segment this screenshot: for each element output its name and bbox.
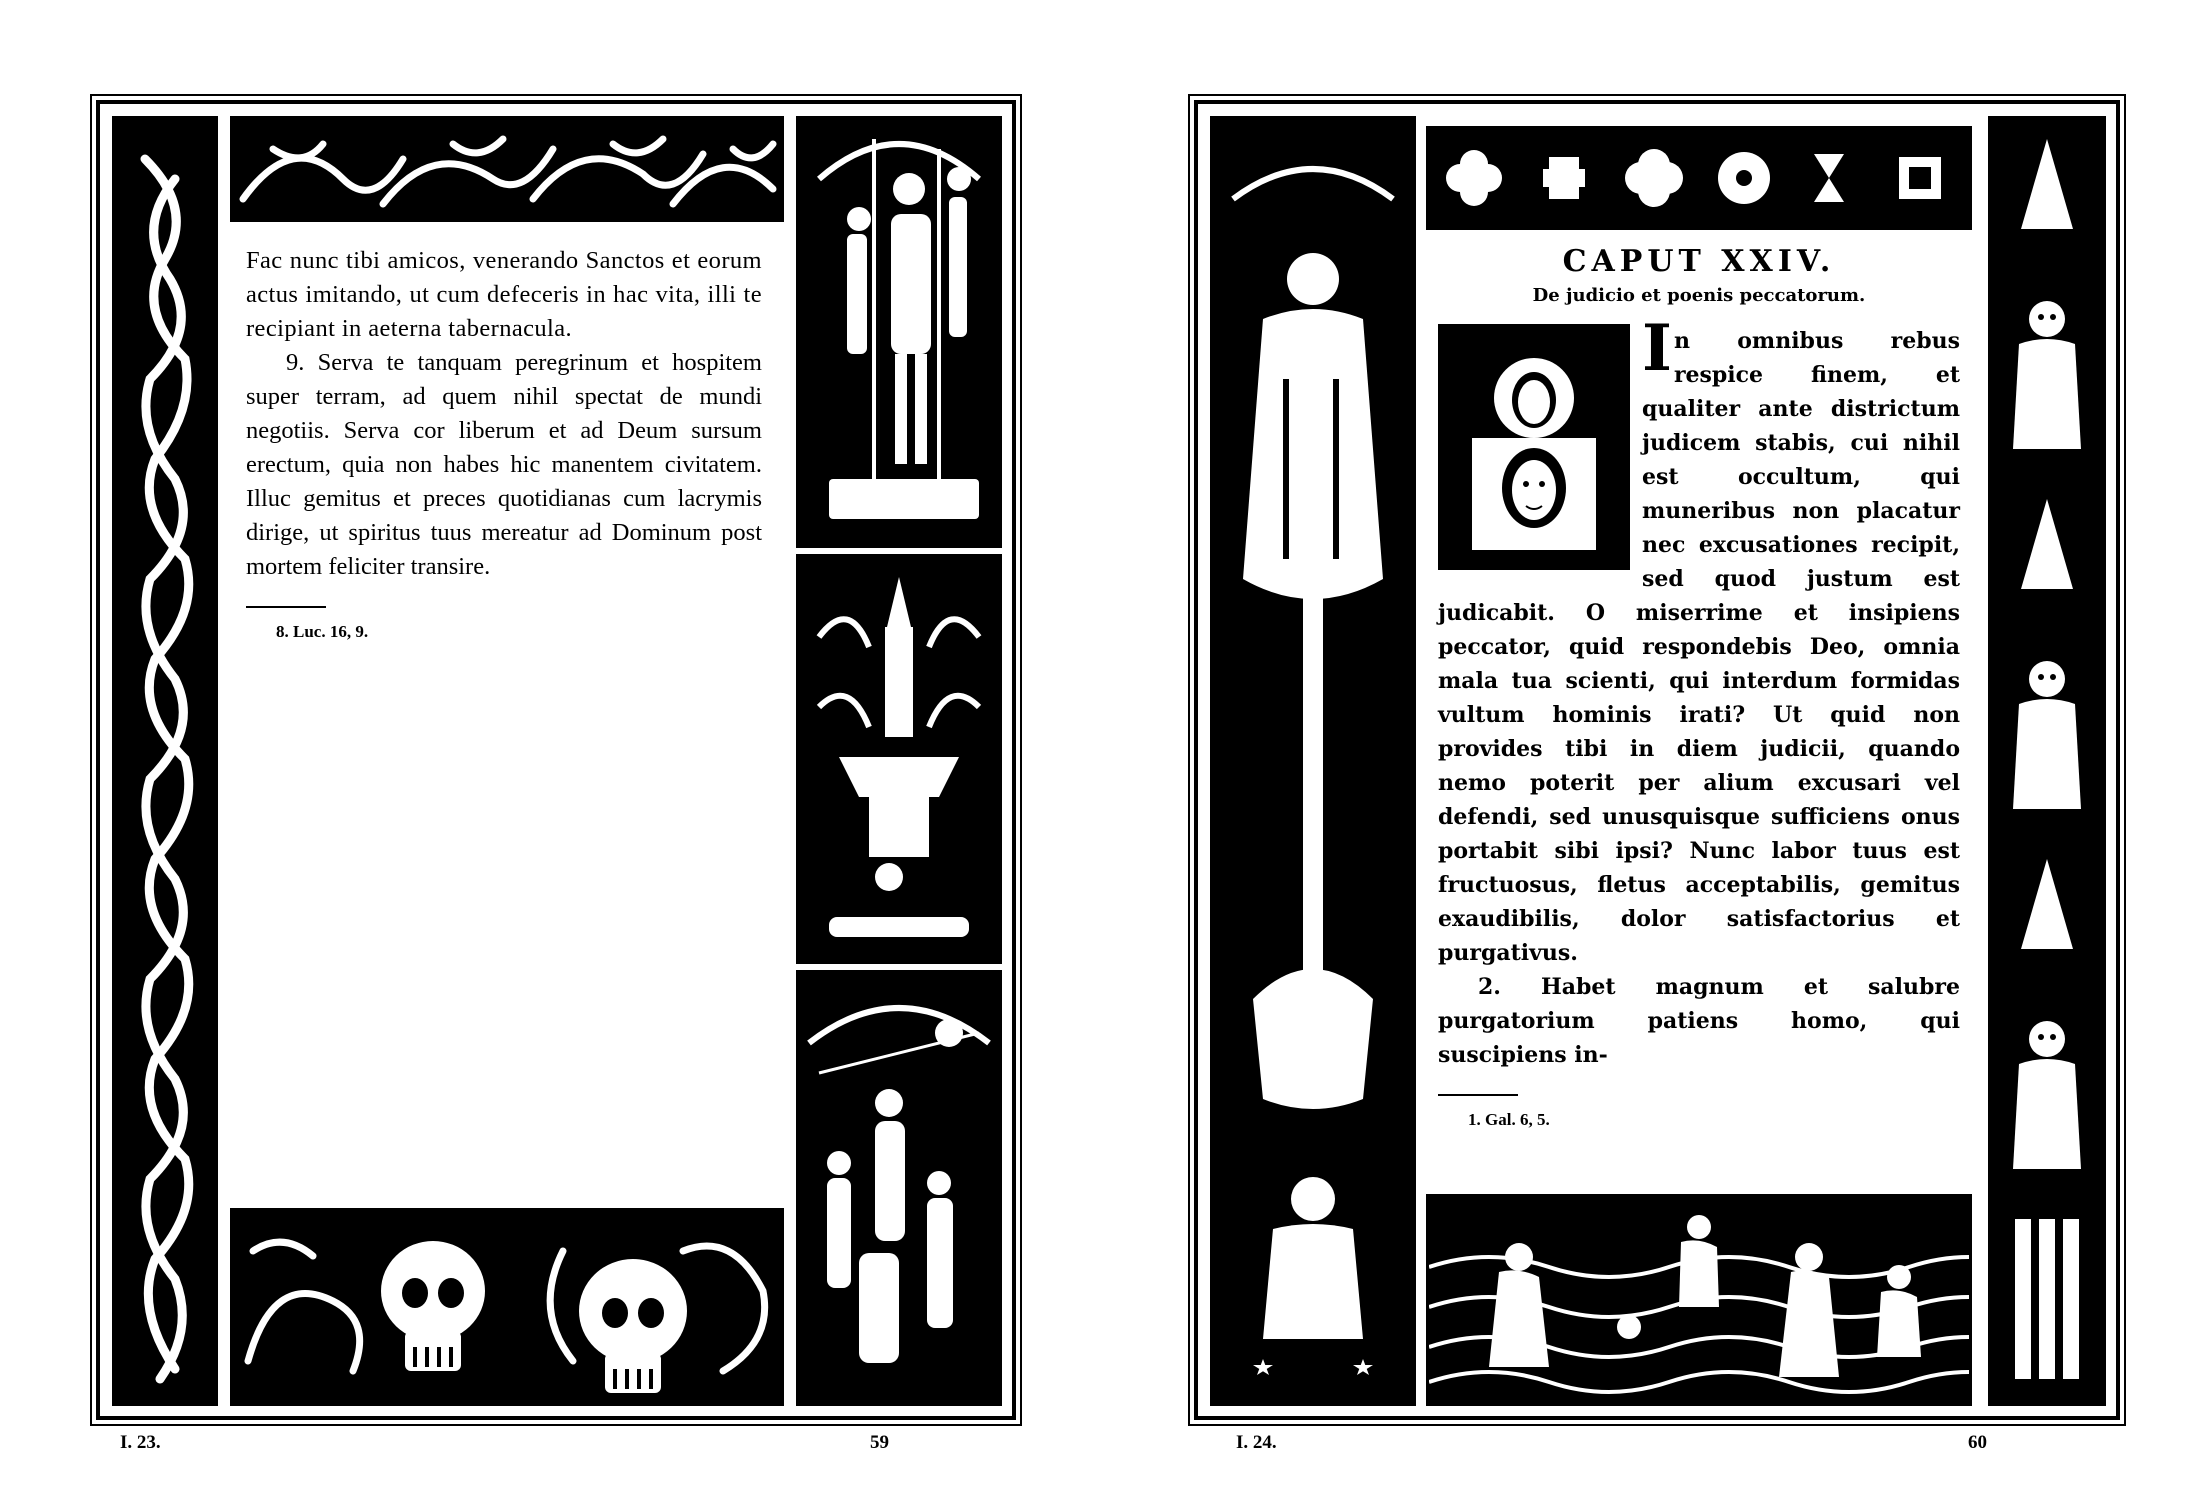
saints-niches-engraving <box>1988 116 2106 1406</box>
purgatory-engraving-band <box>1426 1194 1972 1406</box>
quatrefoil-tile-band <box>1426 126 1972 230</box>
dance-of-death-engraving <box>796 970 1002 1406</box>
left-footnote: 8. Luc. 16, 9. <box>276 622 369 641</box>
chapter-title: CAPUT XXIV. <box>1562 244 1836 279</box>
drop-cap-initial: I <box>1642 311 1672 386</box>
christ-sword-engraving <box>1210 116 1416 1406</box>
right-page <box>1194 100 2120 1420</box>
veronica-veil-illustration <box>1438 324 1630 570</box>
acanthus-ornament-band <box>230 116 784 222</box>
chapter-subtitle: De judicio et poenis peccatorum. <box>1532 285 1866 306</box>
right-paragraph-1: n omnibus rebus respice finem, et qualiter ante districtum judicem stabis, cui nihil est occultum, qui muneribus non placatur nec excusationes recipit, sed quod justum est judicabit. O miserrime et insipiens peccator, quid respondebis Deo, omnia mala tua scienti, qui interdum formidas vultum hominis irati? Ut quid non provides tibi in diem judicii, quando nemo poterit per alium excusari vel defendi, sed unusquisque sufficiens onus portabit sibi ipsi? Nunc labor tuus est fructuosus, fletus acceptabilis, gemitus exaudibilis, dolor satisfactorius et purgativus. <box>1438 328 1960 966</box>
right-footnote-rule <box>1438 1094 1518 1096</box>
right-footnote: 1. Gal. 6, 5. <box>1468 1110 1550 1129</box>
left-text-area <box>246 244 762 1184</box>
left-page <box>96 100 1016 1420</box>
left-paragraph-1: Fac nunc tibi amicos, venerando Sanctos et eorum actus imitando, ut cum defeceris in hac vita, illi te recipiant in aeterna tabernacula. <box>246 247 762 342</box>
left-page-signature: I. 23. <box>120 1432 161 1453</box>
left-footnote-rule <box>246 606 326 608</box>
right-paragraph-2: 2. Habet magnum et salubre purgatorium patiens homo, qui suscipiens in- <box>1438 974 1960 1068</box>
left-paragraph-2: 9. Serva te tanquam peregrinum et hospitem super terram, ad quem nihil spectat de mundi negotiis. Serva cor liberum et ad Deum sursum erectum, quia non habes hic manentem civitatem. Illuc gemitus et preces quotidianas cum lacrymis dirige, ut spiritus tuus mereatur ad Dominum post mortem feliciter transire. <box>246 349 762 580</box>
right-body-text <box>1438 311 1960 1072</box>
right-text-area <box>1438 244 1960 1184</box>
left-vine-ornament <box>112 116 218 1406</box>
right-page-signature: I. 24. <box>1236 1432 1277 1453</box>
knight-skeleton-engraving <box>796 116 1002 548</box>
skulls-ornament-band <box>230 1208 784 1406</box>
fountain-engraving <box>796 554 1002 964</box>
right-page-number: 60 <box>1968 1432 1987 1453</box>
left-body-text <box>246 244 762 584</box>
left-page-number: 59 <box>870 1432 889 1453</box>
